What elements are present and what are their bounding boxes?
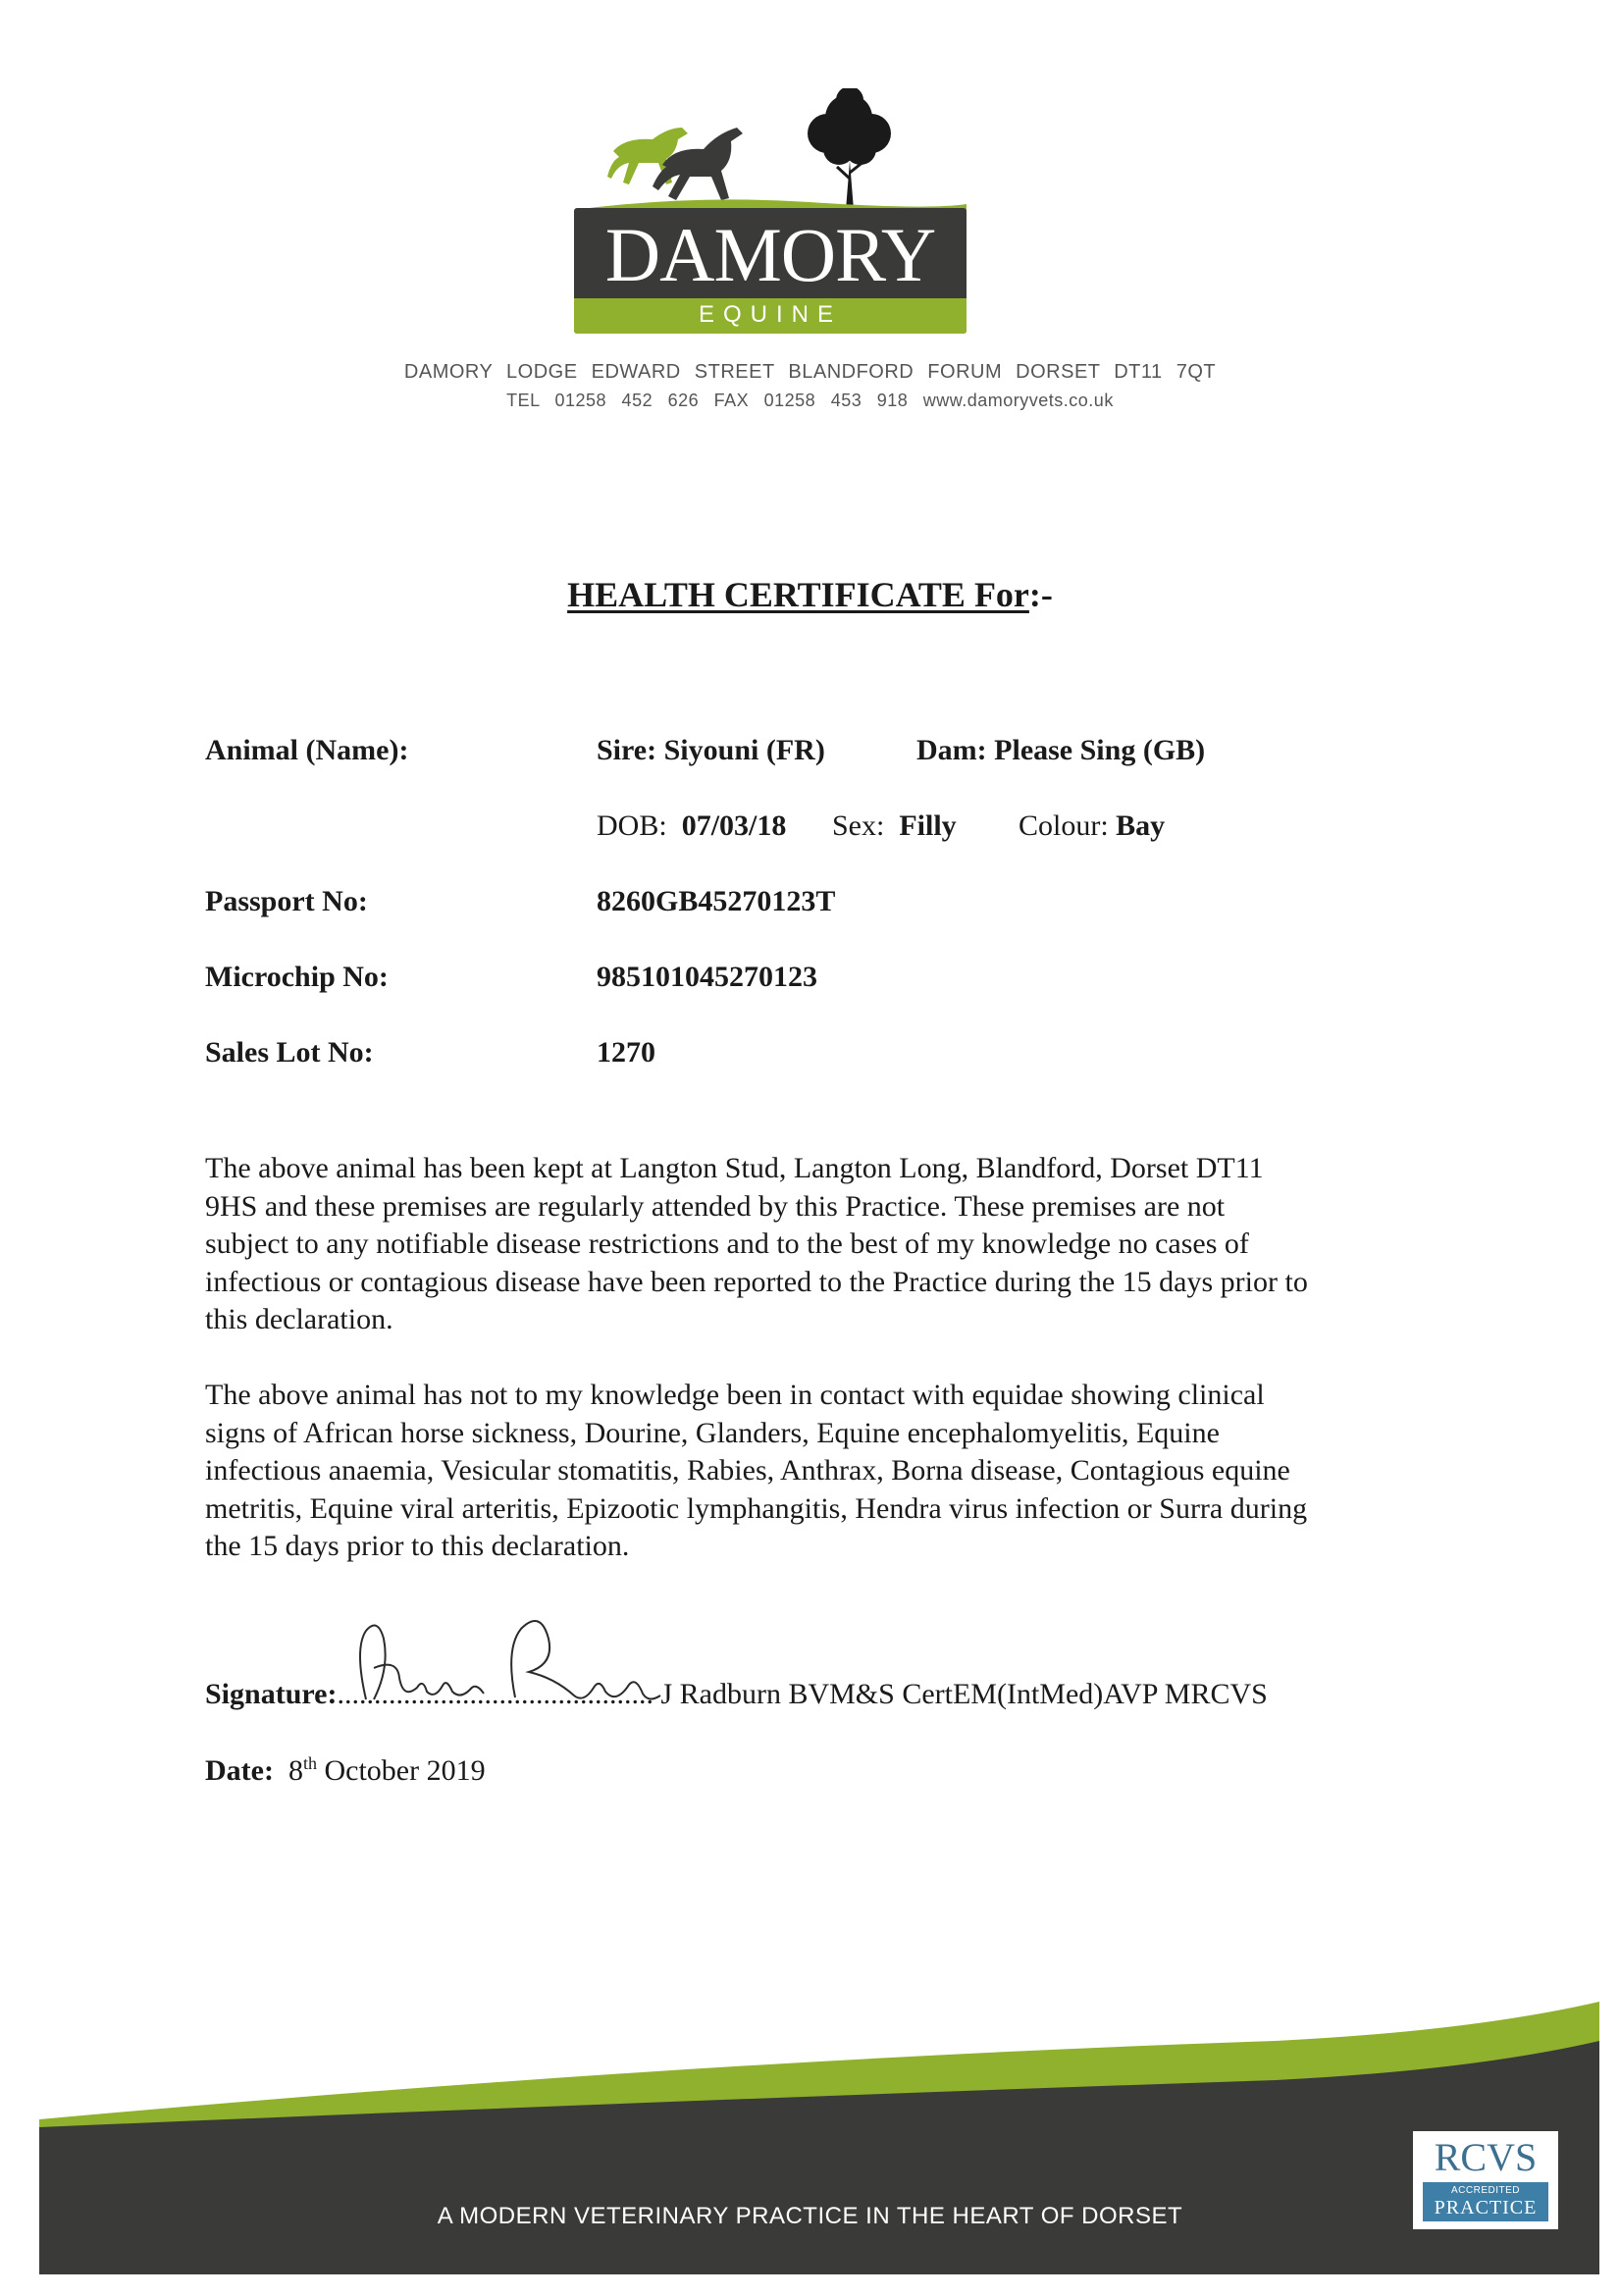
paragraph-line: 9HS and these premises are regularly attended by this Practice. These premises are not (205, 1189, 1226, 1223)
rcvs-line-1: ACCREDITED (1450, 2185, 1520, 2196)
logo-wordmark-box (574, 208, 967, 334)
dam-value: Please Sing (GB) (994, 734, 1206, 766)
horses-and-tree-icon (574, 88, 967, 210)
colour-field (1019, 809, 1165, 843)
rcvs-title: RCVS (1434, 2135, 1538, 2179)
sales-lot-label: Sales Lot No: (205, 1036, 374, 1069)
damory-equine-logo (574, 88, 967, 334)
dob-label: DOB: (597, 809, 667, 842)
contact-paragraph (205, 1377, 1441, 1566)
handwritten-signature (348, 1609, 682, 1717)
paragraph-line: subject to any notifiable disease restrictions and to the best of my knowledge no cases of (205, 1227, 1249, 1260)
sire-value: Siyouni (FR) (663, 734, 825, 766)
dob-field (597, 809, 786, 843)
sire-label: Sire: (597, 734, 657, 766)
rcvs-accredited-badge (1413, 2131, 1558, 2229)
footer-wave (0, 2002, 1620, 2296)
date-rest: October 2019 (324, 1754, 486, 1787)
signature-label: Signature: (205, 1678, 338, 1710)
logo-sub-text: EQUINE (698, 301, 842, 328)
dam-field (916, 734, 1205, 767)
paragraph-line: signs of African horse sickness, Dourine, Glanders, Equine encephalomyelitis, Equine (205, 1416, 1220, 1449)
microchip-label: Microchip No: (205, 961, 389, 993)
colour-value: Bay (1116, 809, 1166, 842)
paragraph-line: The above animal has been kept at Langton Stud, Langton Long, Blandford, Dorset DT11 (205, 1152, 1264, 1184)
footer-tagline: A MODERN VETERINARY PRACTICE IN THE HEART OF DORSET (437, 2203, 1183, 2229)
logo-brand-text: DAMORY (604, 212, 936, 297)
signatory-name: J Radburn BVM&S CertEM(IntMed)AVP MRCVS (660, 1678, 1268, 1710)
address-line-1: DAMORY LODGE EDWARD STREET BLANDFORD FORUM DORSET DT11 7QT (403, 361, 1217, 383)
paragraph-line: metritis, Equine viral arteritis, Epizootic lymphangitis, Hendra virus infection or Surra during (205, 1491, 1308, 1525)
dam-label: Dam: (916, 734, 987, 766)
sex-value: Filly (899, 809, 957, 842)
paragraph-line: the 15 days prior to this declaration. (205, 1530, 630, 1562)
certificate-title (0, 574, 1620, 615)
paragraph-line: infectious or contagious disease have been reported to the Practice during the 15 days prior to (205, 1265, 1308, 1298)
address-line-2: TEL 01258 452 626 FAX 01258 453 918 www.damoryvets.co.uk (506, 391, 1114, 410)
animal-name-label: Animal (Name): (205, 734, 409, 766)
microchip-value: 985101045270123 (597, 961, 817, 993)
date-label: Date: (205, 1754, 274, 1787)
certificate-title-main: HEALTH CERTIFICATE For (567, 575, 1029, 614)
date-row (205, 1753, 486, 1788)
rcvs-line-2: PRACTICE (1434, 2197, 1538, 2218)
paragraph-line: The above animal has not to my knowledge been in contact with equidae showing clinical (205, 1379, 1265, 1411)
colour-label: Colour: (1019, 809, 1109, 842)
sales-lot-value: 1270 (597, 1036, 655, 1069)
logo-band (574, 298, 967, 334)
date-ordinal: th (302, 1753, 317, 1773)
dob-value: 07/03/18 (681, 809, 787, 842)
passport-label: Passport No: (205, 885, 368, 917)
certificate-title-suffix: :- (1028, 575, 1053, 614)
sex-field (832, 809, 957, 843)
date-day: 8 (287, 1754, 303, 1787)
sire-field (597, 734, 825, 767)
premises-paragraph (205, 1150, 1441, 1339)
passport-value: 8260GB45270123T (597, 885, 836, 917)
signature-dots: ........................................... (337, 1678, 653, 1710)
rcvs-band (1423, 2182, 1548, 2221)
paragraph-line: this declaration. (205, 1303, 393, 1335)
paragraph-line: infectious anaemia, Vesicular stomatitis, Rabies, Anthrax, Borna disease, Contagious equine (205, 1454, 1290, 1487)
sex-label: Sex: (832, 809, 885, 842)
